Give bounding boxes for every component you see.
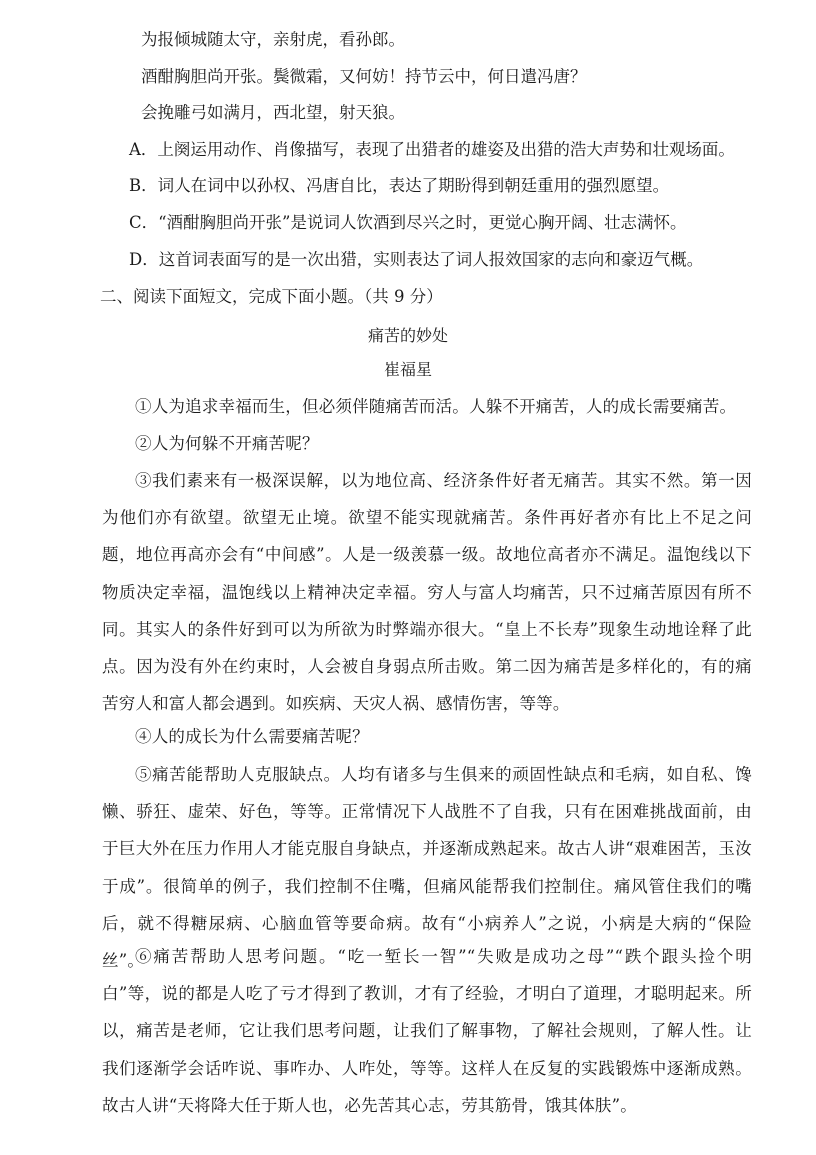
article-author: 崔福星 — [383, 360, 432, 379]
poem-line-2: 酒酣胸胆尚开张。鬓微霜，又何妨！持节云中，何日遣冯唐？ — [141, 67, 587, 86]
paragraph-5: ⑤痛苦能帮助人克服缺点。人均有诸多与生俱来的顽固性缺点和毛病，如自私、馋懒、骄狂、虚荣、好色，等等。正常情况下人战胜不了自我，只有在困难挑战面前，由于巨大外在压力作用人才能克服自身缺点，并逐渐成熟起来。故古人讲“艰难困苦，玉汝于成”。很简单的例子，我们控制不住嘴，但痛风能帮我们控制住。痛风管住我们的嘴后，就不得糖尿病、心脑血管等要命病。故有“小病养人”之说，小病是大病的“保险丝”。 — [102, 765, 752, 971]
option-b: B．词人在词中以孙权、冯唐自比，表达了期盼得到朝廷重用的强烈愿望。 — [129, 176, 670, 195]
paragraph-4: ④人的成长为什么需要痛苦呢？ — [135, 727, 369, 746]
option-d: D．这首词表面写的是一次出猎，实则表达了词人报效国家的志向和豪迈气概。 — [129, 250, 704, 269]
section-heading: 二、阅读下面短文，完成下面小题。（共 9 分） — [100, 287, 443, 306]
option-c: C．“酒酣胸胆尚开张”是说词人饮酒到尽兴之时，更觉心胸开阔、壮志满怀。 — [129, 213, 687, 232]
paragraph-6: ⑥痛苦帮助人思考问题。“吃一堑长一智”“失败是成功之母”“跌个跟头捡个明白”等，说的都是人吃了亏才得到了教训，才有了经验，才明白了道理，才聪明起来。所以，痛苦是老师，它让我们思考问题，让我们了解事物，了解社会规则，了解人性。让我们逐渐学会话咋说、事咋办、人咋处，等等。这样人在反复的实践锻炼中逐渐成熟。故古人讲“天将降大任于斯人也，必先苦其心志，劳其筋骨，饿其体肤”。 — [102, 947, 752, 1115]
paragraph-3: ③我们素来有一极深误解，以为地位高、经济条件好者无痛苦。其实不然。第一因为他们亦有欲望。欲望无止境。欲望不能实现就痛苦。条件再好者亦有比上不足之问题，地位再高亦会有“中间感”。人是一级羡慕一级。故地位高者亦不满足。温饱线以下物质决定幸福，温饱线以上精神决定幸福。穷人与富人均痛苦，只不过痛苦原因有所不同。其实人的条件好到可以为所欲为时弊端亦很大。“皇上不长寿”现象生动地诠释了此点。因为没有外在约束时，人会被自身弱点所击败。第二因为痛苦是多样化的，有的痛苦穷人和富人都会遇到。如疾病、天灾人祸、感情伤害，等等。 — [102, 471, 752, 714]
paragraph-2: ②人为何躲不开痛苦呢？ — [135, 434, 319, 453]
option-a: A．上阕运用动作、肖像描写，表现了出猎者的雄姿及出猎的浩大声势和壮观场面。 — [129, 140, 735, 159]
poem-line-1: 为报倾城随太守，亲射虎，看孙郎。 — [141, 30, 405, 49]
poem-line-3: 会挽雕弓如满月，西北望，射天狼。 — [141, 103, 405, 122]
article-title: 痛苦的妙处 — [367, 326, 448, 345]
paragraph-1: ①人为追求幸福而生，但必须伴随痛苦而活。人躲不开痛苦，人的成长需要痛苦。 — [135, 397, 737, 416]
